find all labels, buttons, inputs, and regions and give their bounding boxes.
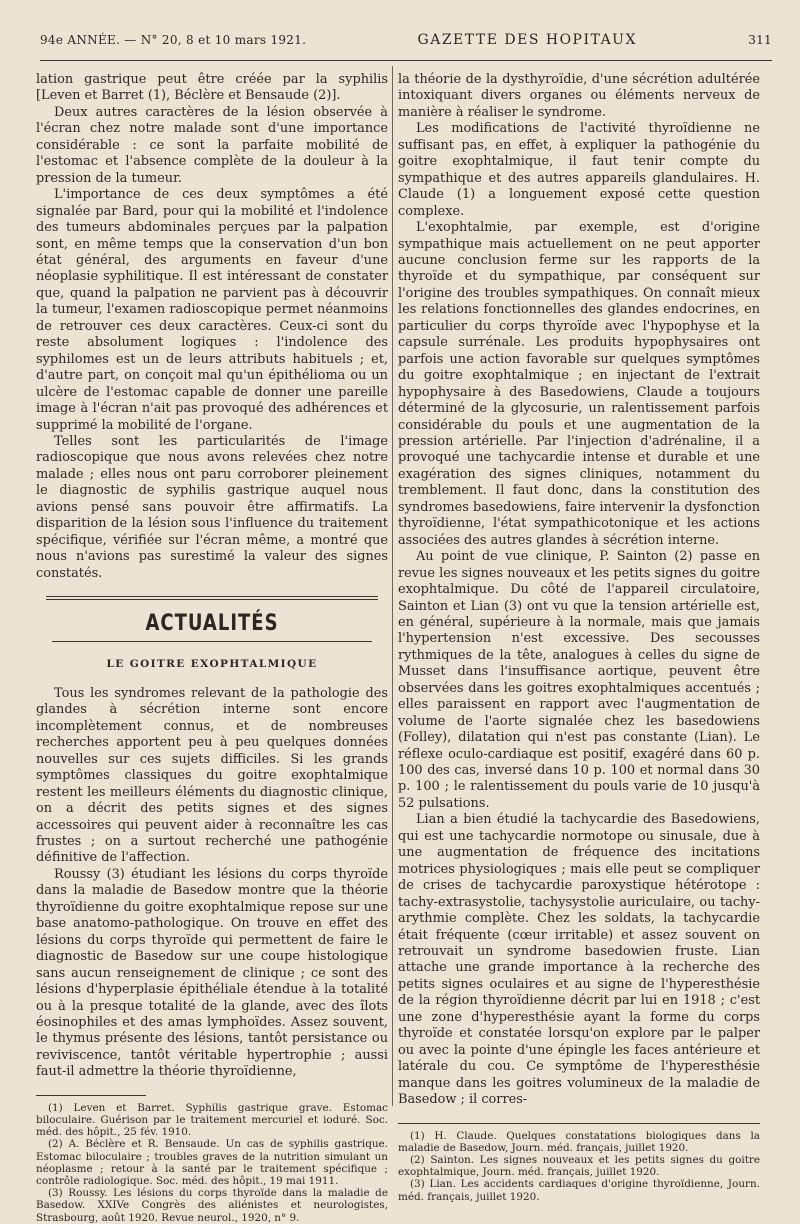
- footnote: (2) A. Béclère et R. Bensaude. Un cas de syphilis gastrique. Estomac biloculaire ; troubles graves de la nutrition simulant un néoplasme ; retour à la santé par le traitement spécifique ; contrôle radiologique. Soc. méd. des hôpit., 19 mai 1911.: [36, 1138, 388, 1188]
- paragraph: Lian a bien étudié la tachycardie des Basedowiens, qui est une tachycardie normotope ou sinusale, due à une augmentation de fréquence des incitations motrices physiologiques ; mais elle peut se compliquer de crises de tachycardie paroxystique hétérotope : tachy-extrasystolie, tachysystolie auriculaire, ou tachy-arythmie complète. Chez les soldats, la tachycardie était fréquente (cœur irritable) et assez souvent on retrouvait un syndrome basedowien fruste. Lian attache une grande importance à la recherche des petits signes oculaires et au signe de l'hyperesthésie de la région thyroïdienne décrit par lui en 1918 ; c'est une zone d'hyperesthésie ayant la forme du corps thyroïde et constatée lorsqu'on explore par le palper ou avec la pointe d'une épingle les faces antérieure et latérale du cou. Ce symptôme de l'hyperesthésie manque dans les goitres volumineux de la maladie de Basedow ; il corres-: [398, 812, 760, 1108]
- page-number: 311: [748, 33, 772, 47]
- footnote: (3) Lian. Les accidents cardiaques d'origine thyroïdienne, Journ. méd. français, juillet 1920.: [398, 1178, 760, 1203]
- paragraph: lation gastrique peut être créée par la syphilis [Leven et Barret (1), Béclère et Bensaude (2)].: [36, 72, 388, 104]
- section-separator: [46, 596, 378, 600]
- footnote-rule: [36, 1095, 146, 1096]
- paragraph: L'exophtalmie, par exemple, est d'origine sympathique mais actuellement on ne peut apporter aucune conclusion ferme sur les rapports de la thyroïde et du sympathique, par conséquent sur l'origine des troubles sympathiques. On connaît mieux les relations fonctionnelles des glandes endocrines, en particulier du corps thyroïde avec l'hypophyse et la capsule surrénale. Les produits hypophysaires ont parfois une action favorable sur quelques symptômes du goitre exophtalmique ; en injectant de l'extrait hypophysaire à des Basedowiens, Claude a toujours déterminé de la glycosurie, un ralentissement parfois considérable du pouls et une augmentation de la pression artérielle. Par l'injection d'adrénaline, il a provoqué une tachycardie intense et durable et une exagération des signes cliniques, notamment du tremblement. Il faut donc, dans la constitution des syndromes basedowiens, faire intervenir la dysfonction thyroïdienne, l'état sympathicotonique et les actions associées des autres glandes à sécrétion interne.: [398, 220, 760, 548]
- article-subtitle: LE GOITRE EXOPHTALMIQUE: [106, 657, 318, 670]
- page-header: [40, 32, 772, 54]
- paragraph: Telles sont les particularités de l'image radioscopique que nous avons relevées chez notre malade ; elles nous ont paru corroborer pleinement le diagnostic de syphilis gastrique auquel nous avions pensé sans pouvoir être affirmatifs. La disparition de la lésion sous l'influence du traitement spécifique, vérifiée sur l'écran même, a montré que nous n'avions pas surestimé la valeur des signes constatés.: [36, 433, 388, 581]
- paragraph: Au point de vue clinique, P. Sainton (2) passe en revue les signes nouveaux et les petits signes du goitre exophtalmique. Du côté de l'appareil circulatoire, Sainton et Lian (3) ont vu que la tension artérielle est, en général, supérieure à la normale, mais que jamais l'hypertension n'est excessive. Des secousses rythmiques de la tête, analogues à celles du signe de Musset dans l'insuffisance aortique, peuvent être observées dans les goitres exophtalmiques accentués ; elles paraissent en rapport avec l'augmentation de volume de l'aorte signalée chez les basedowiens (Folley), dilatation qui n'est pas constante (Lian). Le réflexe oculo-cardiaque est positif, exagéré dans 60 p. 100 des cas, inversé dans 10 p. 100 et normal dans 30 p. 100 ; le ralentissement du pouls varie de 10 jusqu'à 52 pulsations.: [398, 549, 760, 811]
- paragraph: Tous les syndromes relevant de la pathologie des glandes à sécrétion interne sont encore incomplètement connus, et de nombreuses recherches apportent peu à peu quelques données nouvelles sur ces sujets difficiles. Si les grands symptômes classiques du goitre exophtalmique restent les meilleurs éléments du diagnostic clinique, on a décrit des petits signes et des signes accessoires qui peuvent aider à reconnaître les cas frustes ; on a surtout recherché une pathogénie définitive de l'affection.: [36, 685, 388, 866]
- header-rule: [40, 60, 772, 61]
- footnote: (1) Leven et Barret. Syphilis gastrique grave. Estomac biloculaire. Guérison par le traitement mercuriel et ioduré. Soc. méd. des hôpit., 25 fév. 1910.: [36, 1101, 388, 1139]
- paragraph: L'importance de ces deux symptômes a été signalée par Bard, pour qui la mobilité et l'indolence des tumeurs abdominales perçues par la palpation sont, en même temps que la conservation d'un bon état général, des arguments en faveur d'une néoplasie syphilitique. Il est intéressant de constater que, quand la palpation ne parvient pas à découvrir la tumeur, l'examen radioscopique permet néanmoins de retrouver ces deux caractères. Ceux-ci sont du reste absolument logiques : l'indolence des syphilomes est un de leurs attributs habituels ; et, d'autre part, on conçoit mal qu'un épithélioma ou un ulcère de l'estomac capable de donner une pareille image à l'écran n'ait pas provoqué des adhérences et supprimé la mobilité de l'organe.: [36, 187, 388, 433]
- paragraph: Roussy (3) étudiant les lésions du corps thyroïde dans la maladie de Basedow montre que la théorie thyroïdienne du goitre exophtalmique repose sur une base anatomo-pathologique. On trouve en effet des lésions du corps thyroïde qui permettent de faire le diagnostic de Basedow sur une coupe histologique sans aucun renseignement de clinique ; ce sont des lésions d'hyperplasie épithéliale étendue à la totalité ou à la presque totalité de la glande, avec des îlots éosinophiles et des amas lymphoïdes. Assez souvent, le thymus présente des lésions, tantôt persistance ou reviviscence, tantôt véritable hypertrophie ; aussi faut-il admettre la théorie thyroïdienne,: [36, 866, 388, 1080]
- paragraph: Deux autres caractères de la lésion observée à l'écran chez notre malade sont d'une importance considérable : ce sont la parfaite mobilité de l'estomac et l'absence complète de la douleur à la pression de la tumeur.: [36, 104, 388, 186]
- paragraph: la théorie de la dysthyroïdie, d'une sécrétion adultérée intoxiquant divers organes ou éléments nerveux de manière à réaliser le syndrome.: [398, 72, 760, 120]
- column-divider: [392, 66, 393, 1106]
- section-title: ACTUALITÉS: [145, 610, 279, 637]
- paragraph: Les modifications de l'activité thyroïdienne ne suffisant pas, en effet, à expliquer la pathogénie du goitre exophtalmique, il faut tenir compte du sympathique et des autres appareils glandulaires. H. Claude (1) a longuement exposé cette question complexe.: [398, 121, 760, 219]
- footnote: (2) Sainton. Les signes nouveaux et les petits signes du goitre exophtalmique, Journ. méd. français, juillet 1920.: [398, 1153, 760, 1179]
- footnote: (1) H. Claude. Quelques constatations biologiques dans la maladie de Basedow, Journ. méd. français, juillet 1920.: [398, 1129, 760, 1154]
- journal-title: GAZETTE DES HOPITAUX: [417, 32, 637, 48]
- right-column: [398, 72, 760, 1203]
- issue-line: 94e ANNÉE. — N° 20, 8 et 10 mars 1921.: [40, 33, 307, 47]
- title-rule: [52, 641, 372, 642]
- left-column: [36, 72, 388, 1224]
- footnote: (3) Roussy. Les lésions du corps thyroïde dans la maladie de Basedow. XXIVe Congrès des aliénistes et neurologistes, Strasbourg, août 1920. Revue neurol., 1920, n° 9.: [36, 1187, 388, 1224]
- footnote-rule: [398, 1123, 760, 1124]
